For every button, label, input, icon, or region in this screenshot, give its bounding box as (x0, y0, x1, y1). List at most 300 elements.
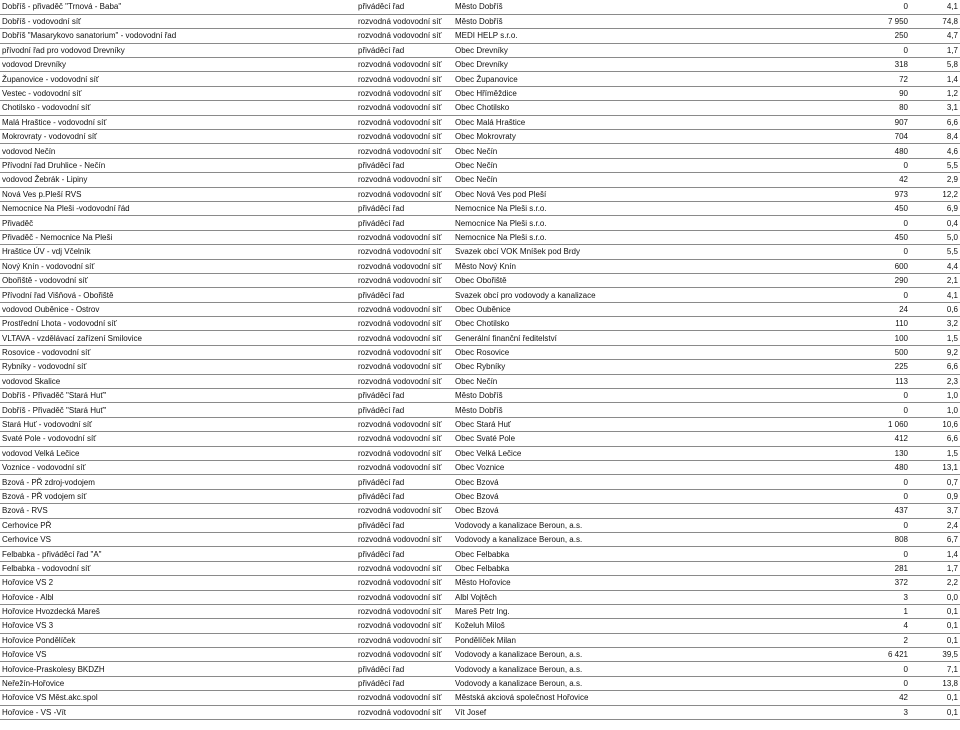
table-row (0, 273, 960, 287)
network-type-cell: rozvodná vodovodní síť (356, 705, 453, 719)
count-cell: 1 (856, 604, 910, 618)
length-cell: 7,1 (910, 662, 960, 676)
network-name-cell: Voznice - vodovodní síť (0, 461, 356, 475)
count-cell: 0 (856, 662, 910, 676)
table-row (0, 187, 960, 201)
count-cell: 2 (856, 633, 910, 647)
table-row (0, 374, 960, 388)
table-row (0, 58, 960, 72)
table-row (0, 518, 960, 532)
length-cell: 1,4 (910, 547, 960, 561)
network-type-cell: rozvodná vodovodní síť (356, 461, 453, 475)
network-type-cell: rozvodná vodovodní síť (356, 144, 453, 158)
network-name-cell: vodovod Nečín (0, 144, 356, 158)
owner-cell: Vodovody a kanalizace Beroun, a.s. (453, 676, 856, 690)
owner-cell: Obec Stará Huť (453, 417, 856, 431)
table-row (0, 115, 960, 129)
network-name-cell: Dobříš - vodovodní síť (0, 14, 356, 28)
network-type-cell: rozvodná vodovodní síť (356, 86, 453, 100)
count-cell: 290 (856, 273, 910, 287)
length-cell: 1,7 (910, 561, 960, 575)
length-cell: 0,1 (910, 604, 960, 618)
table-row (0, 43, 960, 57)
network-type-cell: rozvodná vodovodní síť (356, 302, 453, 316)
table-row (0, 461, 960, 475)
network-name-cell: Hořovice - Albl (0, 590, 356, 604)
length-cell: 6,6 (910, 432, 960, 446)
length-cell: 6,7 (910, 532, 960, 546)
owner-cell: Město Dobříš (453, 389, 856, 403)
count-cell: 100 (856, 331, 910, 345)
table-row (0, 403, 960, 417)
network-name-cell: Cerhovice VS (0, 532, 356, 546)
owner-cell: Obec Županovice (453, 72, 856, 86)
count-cell: 281 (856, 561, 910, 575)
table-row (0, 633, 960, 647)
network-name-cell: Hořovice VS Měst.akc.spol (0, 691, 356, 705)
owner-cell: Vodovody a kanalizace Beroun, a.s. (453, 648, 856, 662)
owner-cell: Obec Felbabka (453, 547, 856, 561)
owner-cell: Obec Bzová (453, 504, 856, 518)
count-cell: 0 (856, 216, 910, 230)
owner-cell: Obec Velká Lečice (453, 446, 856, 460)
owner-cell: Nemocnice Na Pleši s.r.o. (453, 201, 856, 215)
network-type-cell: rozvodná vodovodní síť (356, 417, 453, 431)
network-name-cell: vodovod Drevníky (0, 58, 356, 72)
network-name-cell: Bzová - RVS (0, 504, 356, 518)
table-row (0, 432, 960, 446)
network-type-cell: rozvodná vodovodní síť (356, 273, 453, 287)
owner-cell: Obec Rosovice (453, 345, 856, 359)
length-cell: 6,6 (910, 115, 960, 129)
count-cell: 0 (856, 0, 910, 14)
length-cell: 9,2 (910, 345, 960, 359)
length-cell: 1,5 (910, 446, 960, 460)
count-cell: 3 (856, 590, 910, 604)
owner-cell: Obec Nečín (453, 158, 856, 172)
network-name-cell: Malá Hraštice - vodovodní síť (0, 115, 356, 129)
length-cell: 13,1 (910, 461, 960, 475)
network-type-cell: rozvodná vodovodní síť (356, 432, 453, 446)
owner-cell: Obec Rybníky (453, 360, 856, 374)
count-cell: 0 (856, 389, 910, 403)
network-type-cell: rozvodná vodovodní síť (356, 691, 453, 705)
network-type-cell: přiváděcí řad (356, 389, 453, 403)
table-row (0, 101, 960, 115)
network-name-cell: Rybníky - vodovodní síť (0, 360, 356, 374)
count-cell: 42 (856, 173, 910, 187)
length-cell: 2,2 (910, 576, 960, 590)
network-type-cell: rozvodná vodovodní síť (356, 619, 453, 633)
count-cell: 0 (856, 158, 910, 172)
length-cell: 5,0 (910, 230, 960, 244)
network-name-cell: Dobříš - Přivaděč "Stará Huť" (0, 389, 356, 403)
network-name-cell: Hořovice VS 2 (0, 576, 356, 590)
network-type-cell: přiváděcí řad (356, 216, 453, 230)
count-cell: 450 (856, 201, 910, 215)
count-cell: 0 (856, 245, 910, 259)
owner-cell: Město Nový Knín (453, 259, 856, 273)
network-type-cell: rozvodná vodovodní síť (356, 187, 453, 201)
owner-cell: Obec Nečín (453, 374, 856, 388)
length-cell: 1,4 (910, 72, 960, 86)
network-name-cell: Cerhovice PŘ (0, 518, 356, 532)
network-name-cell: Hořovice - VS -Vít (0, 705, 356, 719)
network-type-cell: rozvodná vodovodní síť (356, 245, 453, 259)
length-cell: 2,9 (910, 173, 960, 187)
table-row (0, 475, 960, 489)
table-row (0, 662, 960, 676)
length-cell: 39,5 (910, 648, 960, 662)
table-row (0, 302, 960, 316)
network-type-cell: rozvodná vodovodní síť (356, 115, 453, 129)
network-name-cell: Dobříš "Masarykovo sanatorium" - vodovodní řad (0, 29, 356, 43)
network-name-cell: Hořovice-Praskolesy BKDZH (0, 662, 356, 676)
length-cell: 0,1 (910, 633, 960, 647)
table-row (0, 173, 960, 187)
network-type-cell: rozvodná vodovodní síť (356, 648, 453, 662)
owner-cell: Obec Chotilsko (453, 101, 856, 115)
network-name-cell: Prostřední Lhota - vodovodní síť (0, 317, 356, 331)
network-name-cell: Hořovice VS 3 (0, 619, 356, 633)
network-type-cell: přiváděcí řad (356, 676, 453, 690)
owner-cell: Obec Nečín (453, 144, 856, 158)
network-type-cell: rozvodná vodovodní síť (356, 446, 453, 460)
count-cell: 0 (856, 676, 910, 690)
table-row (0, 0, 960, 14)
owner-cell: Obec Bzová (453, 475, 856, 489)
length-cell: 0,0 (910, 590, 960, 604)
network-name-cell: Vestec - vodovodní síť (0, 86, 356, 100)
length-cell: 1,2 (910, 86, 960, 100)
table-row (0, 288, 960, 302)
table-row (0, 331, 960, 345)
network-type-cell: rozvodná vodovodní síť (356, 230, 453, 244)
owner-cell: Město Hořovice (453, 576, 856, 590)
length-cell: 5,8 (910, 58, 960, 72)
table-row (0, 676, 960, 690)
length-cell: 6,9 (910, 201, 960, 215)
owner-cell: Pondělíček Milan (453, 633, 856, 647)
network-type-cell: rozvodná vodovodní síť (356, 259, 453, 273)
length-cell: 74,8 (910, 14, 960, 28)
owner-cell: Obec Drevníky (453, 58, 856, 72)
count-cell: 0 (856, 475, 910, 489)
length-cell: 3,1 (910, 101, 960, 115)
length-cell: 4,4 (910, 259, 960, 273)
owner-cell: Obec Mokrovraty (453, 130, 856, 144)
length-cell: 1,0 (910, 389, 960, 403)
network-type-cell: rozvodná vodovodní síť (356, 331, 453, 345)
network-type-cell: přiváděcí řad (356, 547, 453, 561)
network-name-cell: Felbabka - přiváděcí řad "A" (0, 547, 356, 561)
network-name-cell: Stará Huť - vodovodní síť (0, 417, 356, 431)
length-cell: 4,1 (910, 288, 960, 302)
table-row (0, 201, 960, 215)
network-name-cell: Felbabka - vodovodní síť (0, 561, 356, 575)
length-cell: 3,2 (910, 317, 960, 331)
network-type-cell: rozvodná vodovodní síť (356, 604, 453, 618)
length-cell: 0,1 (910, 691, 960, 705)
network-type-cell: přiváděcí řad (356, 489, 453, 503)
length-cell: 0,1 (910, 705, 960, 719)
table-row (0, 504, 960, 518)
network-type-cell: přiváděcí řad (356, 0, 453, 14)
network-name-cell: Županovice - vodovodní síť (0, 72, 356, 86)
network-name-cell: Rosovice - vodovodní síť (0, 345, 356, 359)
table-row (0, 345, 960, 359)
length-cell: 4,1 (910, 0, 960, 14)
length-cell: 6,6 (910, 360, 960, 374)
owner-cell: Obec Svaté Pole (453, 432, 856, 446)
network-type-cell: rozvodná vodovodní síť (356, 101, 453, 115)
owner-cell: MEDI HELP s.r.o. (453, 29, 856, 43)
length-cell: 4,7 (910, 29, 960, 43)
length-cell: 1,7 (910, 43, 960, 57)
owner-cell: Obec Voznice (453, 461, 856, 475)
table-row (0, 619, 960, 633)
network-name-cell: Obořiště - vodovodní síť (0, 273, 356, 287)
network-name-cell: vodovod Žebrák - Lipiny (0, 173, 356, 187)
table-row (0, 29, 960, 43)
table-row (0, 532, 960, 546)
count-cell: 3 (856, 705, 910, 719)
network-type-cell: rozvodná vodovodní síť (356, 345, 453, 359)
owner-cell: Nemocnice Na Pleši s.r.o. (453, 216, 856, 230)
network-type-cell: rozvodná vodovodní síť (356, 29, 453, 43)
length-cell: 0,4 (910, 216, 960, 230)
owner-cell: Svazek obcí VOK Mníšek pod Brdy (453, 245, 856, 259)
network-type-cell: rozvodná vodovodní síť (356, 633, 453, 647)
network-name-cell: VLTAVA - vzdělávací zařízení Smilovice (0, 331, 356, 345)
network-type-cell: rozvodná vodovodní síť (356, 130, 453, 144)
owner-cell: Město Dobříš (453, 403, 856, 417)
table-row (0, 360, 960, 374)
table-row (0, 446, 960, 460)
length-cell: 0,1 (910, 619, 960, 633)
count-cell: 0 (856, 518, 910, 532)
table-row (0, 590, 960, 604)
network-name-cell: Nový Knín - vodovodní síť (0, 259, 356, 273)
network-name-cell: Přivaděč - Nemocnice Na Pleši (0, 230, 356, 244)
network-name-cell: Přívodní řad Višňová - Obořiště (0, 288, 356, 302)
network-name-cell: Mokrovraty - vodovodní síť (0, 130, 356, 144)
network-type-cell: přiváděcí řad (356, 475, 453, 489)
table-row (0, 648, 960, 662)
owner-cell: Vít Josef (453, 705, 856, 719)
count-cell: 24 (856, 302, 910, 316)
network-type-cell: přiváděcí řad (356, 662, 453, 676)
owner-cell: Nemocnice Na Pleši s.r.o. (453, 230, 856, 244)
network-name-cell: vodovod Ouběnice - Ostrov (0, 302, 356, 316)
table-row (0, 604, 960, 618)
table-row (0, 245, 960, 259)
count-cell: 600 (856, 259, 910, 273)
count-cell: 0 (856, 489, 910, 503)
owner-cell: Obec Malá Hraštice (453, 115, 856, 129)
network-type-cell: rozvodná vodovodní síť (356, 590, 453, 604)
owner-cell: Vodovody a kanalizace Beroun, a.s. (453, 518, 856, 532)
network-type-cell: přiváděcí řad (356, 403, 453, 417)
network-type-cell: přiváděcí řad (356, 518, 453, 532)
network-type-cell: přiváděcí řad (356, 158, 453, 172)
length-cell: 0,9 (910, 489, 960, 503)
network-type-cell: rozvodná vodovodní síť (356, 14, 453, 28)
network-type-cell: přiváděcí řad (356, 43, 453, 57)
network-name-cell: vodovod Velká Lečice (0, 446, 356, 460)
network-name-cell: Bzová - PŘ zdroj-vodojem (0, 475, 356, 489)
count-cell: 113 (856, 374, 910, 388)
table-row (0, 144, 960, 158)
network-type-cell: rozvodná vodovodní síť (356, 561, 453, 575)
table-row (0, 317, 960, 331)
count-cell: 0 (856, 547, 910, 561)
length-cell: 5,5 (910, 245, 960, 259)
count-cell: 72 (856, 72, 910, 86)
table-row (0, 86, 960, 100)
count-cell: 318 (856, 58, 910, 72)
table-row (0, 230, 960, 244)
owner-cell: Vodovody a kanalizace Beroun, a.s. (453, 662, 856, 676)
network-name-cell: Hraštice ÚV - vdj Včelník (0, 245, 356, 259)
owner-cell: Obec Ouběnice (453, 302, 856, 316)
length-cell: 12,2 (910, 187, 960, 201)
table-row (0, 389, 960, 403)
network-type-cell: rozvodná vodovodní síť (356, 532, 453, 546)
network-type-cell: přiváděcí řad (356, 201, 453, 215)
length-cell: 1,5 (910, 331, 960, 345)
network-name-cell: Hořovice Hvozdecká Mareš (0, 604, 356, 618)
network-type-cell: rozvodná vodovodní síť (356, 58, 453, 72)
count-cell: 372 (856, 576, 910, 590)
length-cell: 8,4 (910, 130, 960, 144)
count-cell: 0 (856, 288, 910, 302)
count-cell: 110 (856, 317, 910, 331)
network-name-cell: Přivaděč (0, 216, 356, 230)
count-cell: 42 (856, 691, 910, 705)
owner-cell: Město Dobříš (453, 14, 856, 28)
owner-cell: Albl Vojtěch (453, 590, 856, 604)
length-cell: 3,7 (910, 504, 960, 518)
owner-cell: Obec Obořiště (453, 273, 856, 287)
length-cell: 2,3 (910, 374, 960, 388)
table-row (0, 561, 960, 575)
network-name-cell: vodovod Skalice (0, 374, 356, 388)
count-cell: 973 (856, 187, 910, 201)
length-cell: 0,6 (910, 302, 960, 316)
count-cell: 480 (856, 461, 910, 475)
count-cell: 130 (856, 446, 910, 460)
table-row (0, 691, 960, 705)
count-cell: 0 (856, 43, 910, 57)
owner-cell: Obec Felbabka (453, 561, 856, 575)
network-name-cell: Přívodní řad Druhlice - Nečín (0, 158, 356, 172)
owner-cell: Obec Hříměždice (453, 86, 856, 100)
table-row (0, 547, 960, 561)
count-cell: 6 421 (856, 648, 910, 662)
count-cell: 500 (856, 345, 910, 359)
length-cell: 10,6 (910, 417, 960, 431)
count-cell: 225 (856, 360, 910, 374)
network-name-cell: Neřežín-Hořovice (0, 676, 356, 690)
network-type-cell: rozvodná vodovodní síť (356, 504, 453, 518)
length-cell: 0,7 (910, 475, 960, 489)
table-row (0, 158, 960, 172)
owner-cell: Město Dobříš (453, 0, 856, 14)
network-type-cell: přiváděcí řad (356, 288, 453, 302)
owner-cell: Mareš Petr Ing. (453, 604, 856, 618)
owner-cell: Obec Nová Ves pod Pleší (453, 187, 856, 201)
network-name-cell: Nemocnice Na Pleši -vodovodní řád (0, 201, 356, 215)
table-row (0, 489, 960, 503)
network-type-cell: rozvodná vodovodní síť (356, 72, 453, 86)
network-name-cell: Hořovice VS (0, 648, 356, 662)
network-name-cell: Bzová - PŘ vodojem síť (0, 489, 356, 503)
network-name-cell: Svaté Pole - vodovodní síť (0, 432, 356, 446)
table-row (0, 14, 960, 28)
count-cell: 4 (856, 619, 910, 633)
count-cell: 437 (856, 504, 910, 518)
length-cell: 1,0 (910, 403, 960, 417)
network-name-cell: přívodní řad pro vodovod Drevníky (0, 43, 356, 57)
count-cell: 450 (856, 230, 910, 244)
network-name-cell: Dobříš - přivaděč "Trnová - Baba" (0, 0, 356, 14)
owner-cell: Generální finanční ředitelství (453, 331, 856, 345)
count-cell: 80 (856, 101, 910, 115)
owner-cell: Obec Chotilsko (453, 317, 856, 331)
length-cell: 4,6 (910, 144, 960, 158)
count-cell: 907 (856, 115, 910, 129)
length-cell: 13,8 (910, 676, 960, 690)
table-row (0, 72, 960, 86)
count-cell: 7 950 (856, 14, 910, 28)
table-row (0, 216, 960, 230)
table-row (0, 259, 960, 273)
owner-cell: Svazek obcí pro vodovody a kanalizace (453, 288, 856, 302)
count-cell: 704 (856, 130, 910, 144)
network-name-cell: Hořovice Pondělíček (0, 633, 356, 647)
network-name-cell: Nová Ves p.Pleší RVS (0, 187, 356, 201)
network-type-cell: rozvodná vodovodní síť (356, 173, 453, 187)
network-name-cell: Dobříš - Přivaděč "Stará Huť" (0, 403, 356, 417)
count-cell: 90 (856, 86, 910, 100)
network-name-cell: Chotilsko - vodovodní síť (0, 101, 356, 115)
table-row (0, 417, 960, 431)
length-cell: 5,5 (910, 158, 960, 172)
owner-cell: Městská akciová společnost Hořovice (453, 691, 856, 705)
owner-cell: Vodovody a kanalizace Beroun, a.s. (453, 532, 856, 546)
owner-cell: Obec Nečín (453, 173, 856, 187)
count-cell: 250 (856, 29, 910, 43)
owner-cell: Koželuh Miloš (453, 619, 856, 633)
count-cell: 412 (856, 432, 910, 446)
network-type-cell: rozvodná vodovodní síť (356, 576, 453, 590)
count-cell: 808 (856, 532, 910, 546)
count-cell: 1 060 (856, 417, 910, 431)
network-type-cell: rozvodná vodovodní síť (356, 317, 453, 331)
table-row (0, 130, 960, 144)
count-cell: 0 (856, 403, 910, 417)
length-cell: 2,1 (910, 273, 960, 287)
network-type-cell: rozvodná vodovodní síť (356, 374, 453, 388)
network-type-cell: rozvodná vodovodní síť (356, 360, 453, 374)
count-cell: 480 (856, 144, 910, 158)
table-row (0, 705, 960, 719)
owner-cell: Obec Bzová (453, 489, 856, 503)
table-row (0, 576, 960, 590)
length-cell: 2,4 (910, 518, 960, 532)
owner-cell: Obec Drevníky (453, 43, 856, 57)
